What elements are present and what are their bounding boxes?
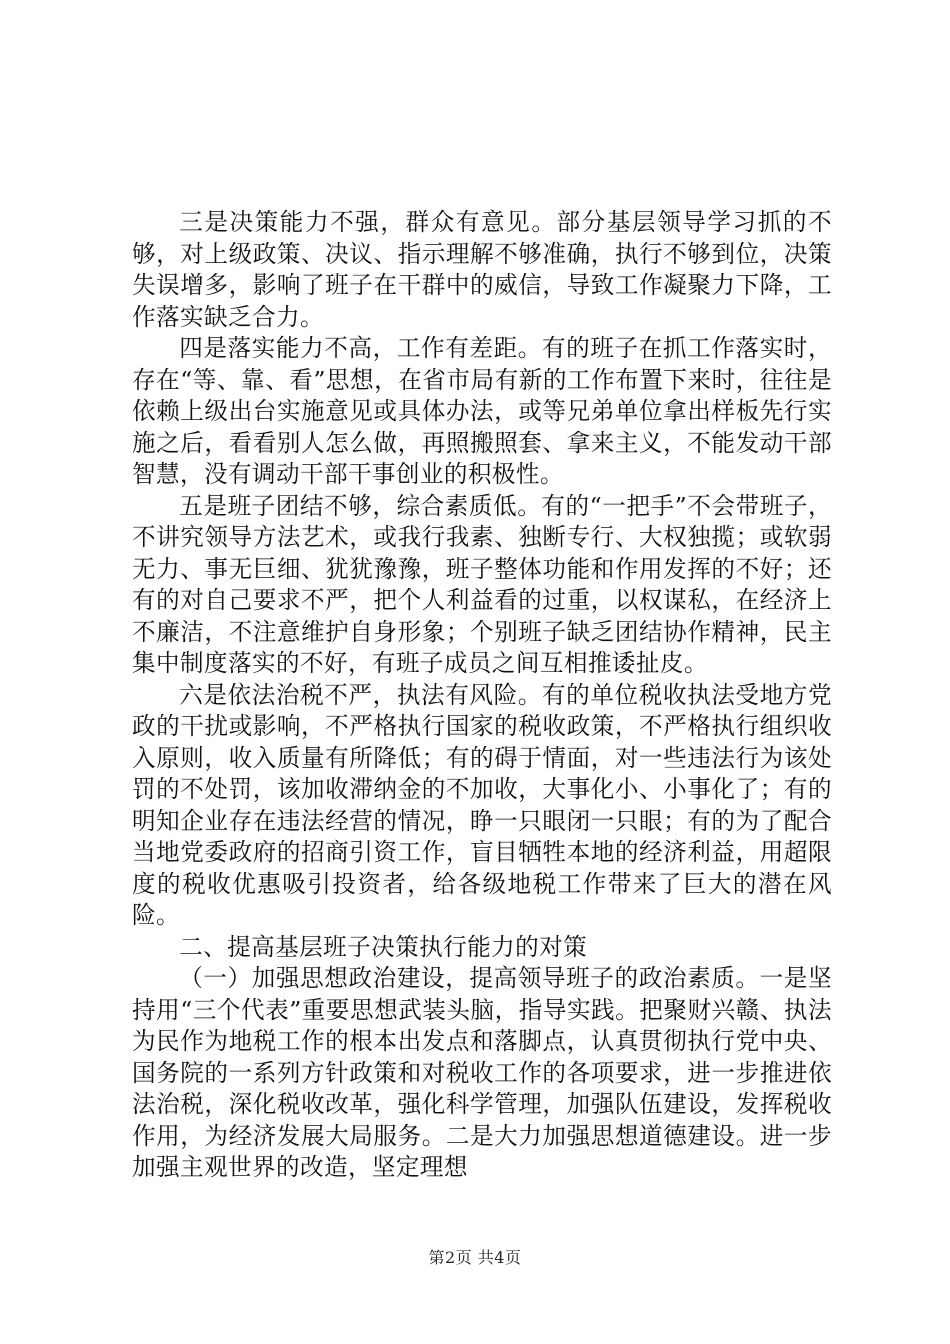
- paragraph-political-construction: （一）加强思想政治建设，提高领导班子的政治素质。一是坚持用“三个代表”重要思想武装头脑，指导实践。把聚财兴赣、执法为民作为地税工作的根本出发点和落脚点，认真贯彻执行党中央、国务院的一系列方针政策和对税收工作的各项要求，进一步推进依法治税，深化税收改革，强化科学管理，加强队伍建设，发挥税收作用，为经济发展大局服务。二是大力加强思想道德建设。进一步加强主观世界的改造，坚定理想: [132, 964, 832, 1181]
- paragraph-implementation-ability: 四是落实能力不高，工作有差距。有的班子在抓工作落实时，存在“等、靠、看”思想，在省市局有新的工作布置下来时，往往是依赖上级出台实施意见或具体办法，或等兄弟单位拿出样板先行实施之后，看看别人怎么做，再照搬照套、拿来主义，不能发动干部智慧，没有调动干部干事创业的积极性。: [132, 334, 832, 488]
- section-heading-countermeasures: 二、提高基层班子决策执行能力的对策: [179, 932, 588, 961]
- paragraph-tax-law: 六是依法治税不严，执法有风险。有的单位税收执法受地方党政的干扰或影响，不严格执行国家的税收政策，不严格执行组织收入原则，收入质量有所降低；有的碍于情面，对一些违法行为该处罚的不处罚，该加收滞纳金的不加收，大事化小、小事化了；有的明知企业存在违法经营的情况，睁一只眼闭一只眼；有的为了配合当地党委政府的招商引资工作，盲目牺牲本地的经济利益，用超限度的税收优惠吸引投资者，给各级地税工作带来了巨大的潜在风险。: [132, 680, 832, 929]
- paragraph-decision-ability: 三是决策能力不强，群众有意见。部分基层领导学习抓的不够，对上级政策、决议、指示理解不够准确，执行不够到位，决策失误增多，影响了班子在干群中的威信，导致工作凝聚力下降，工作落实缺乏合力。: [132, 208, 832, 331]
- paragraph-team-unity: 五是班子团结不够，综合素质低。有的“一把手”不会带班子，不讲究领导方法艺术，或我行我素、独断专行、大权独揽；或软弱无力、事无巨细、犹犹豫豫，班子整体功能和作用发挥的不好；还有的对自己要求不严，把个人利益看的过重，以权谋私，在经济上不廉洁，不注意维护自身形象；个别班子缺乏团结协作精神，民主集中制度落实的不好，有班子成员之间互相推诿扯皮。: [132, 491, 832, 677]
- page-number-footer: 第2页 共4页: [428, 1248, 522, 1267]
- document-body: [132, 207, 832, 1184]
